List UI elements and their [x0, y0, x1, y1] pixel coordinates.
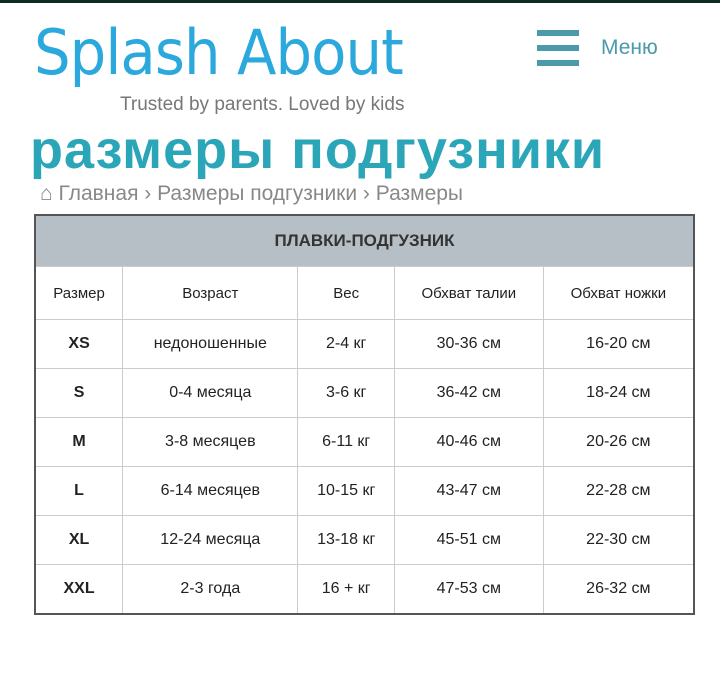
- table-cell: 3-6 кг: [298, 369, 394, 418]
- menu-button[interactable]: [537, 30, 658, 66]
- table-cell: 47-53 см: [394, 565, 543, 615]
- table-cell: 16 + кг: [298, 565, 394, 615]
- column-header: Размер: [35, 267, 123, 320]
- table-cell: XS: [35, 320, 123, 369]
- table-cell: XL: [35, 516, 123, 565]
- column-header: Вес: [298, 267, 394, 320]
- table-cell: 20-26 см: [543, 418, 694, 467]
- menu-label: Меню: [601, 36, 658, 59]
- table-cell: 22-30 см: [543, 516, 694, 565]
- column-header: Возраст: [123, 267, 298, 320]
- table-cell: 18-24 см: [543, 369, 694, 418]
- table-body: [35, 320, 694, 615]
- status-bar: [0, 0, 720, 3]
- table-row: [35, 516, 694, 565]
- table-cell: 22-28 см: [543, 467, 694, 516]
- table-cell: недоношенные: [123, 320, 298, 369]
- table-row: [35, 369, 694, 418]
- table-row: [35, 418, 694, 467]
- table-header-row: [35, 267, 694, 320]
- table-cell: XXL: [35, 565, 123, 615]
- table-cell: 30-36 см: [394, 320, 543, 369]
- table-cell: 45-51 см: [394, 516, 543, 565]
- table-cell: 40-46 см: [394, 418, 543, 467]
- breadcrumb[interactable]: ⌂ Главная › Размеры подгузники › Размеры: [40, 182, 464, 205]
- table-cell: 2-3 года: [123, 565, 298, 615]
- table-row: [35, 565, 694, 615]
- table-cell: 12-24 месяца: [123, 516, 298, 565]
- table-cell: L: [35, 467, 123, 516]
- logo-tagline: Trusted by parents. Loved by kids: [120, 94, 405, 115]
- logo[interactable]: Splash About: [34, 16, 403, 89]
- table-cell: 2-4 кг: [298, 320, 394, 369]
- column-header: Обхват ножки: [543, 267, 694, 320]
- overlay-title: размеры подгузники: [30, 120, 606, 180]
- table-cell: 16-20 см: [543, 320, 694, 369]
- table-cell: M: [35, 418, 123, 467]
- column-header: Обхват талии: [394, 267, 543, 320]
- table-cell: 6-11 кг: [298, 418, 394, 467]
- table-cell: 36-42 см: [394, 369, 543, 418]
- table-cell: 10-15 кг: [298, 467, 394, 516]
- size-table: [34, 214, 695, 615]
- table-cell: S: [35, 369, 123, 418]
- table-cell: 6-14 месяцев: [123, 467, 298, 516]
- table-row: [35, 320, 694, 369]
- table-cell: 0-4 месяца: [123, 369, 298, 418]
- table-cell: 13-18 кг: [298, 516, 394, 565]
- table-cell: 43-47 см: [394, 467, 543, 516]
- table-cell: 26-32 см: [543, 565, 694, 615]
- hamburger-icon: [537, 30, 579, 66]
- table-row: [35, 467, 694, 516]
- table-cell: 3-8 месяцев: [123, 418, 298, 467]
- table-title: ПЛАВКИ-ПОДГУЗНИК: [35, 215, 694, 267]
